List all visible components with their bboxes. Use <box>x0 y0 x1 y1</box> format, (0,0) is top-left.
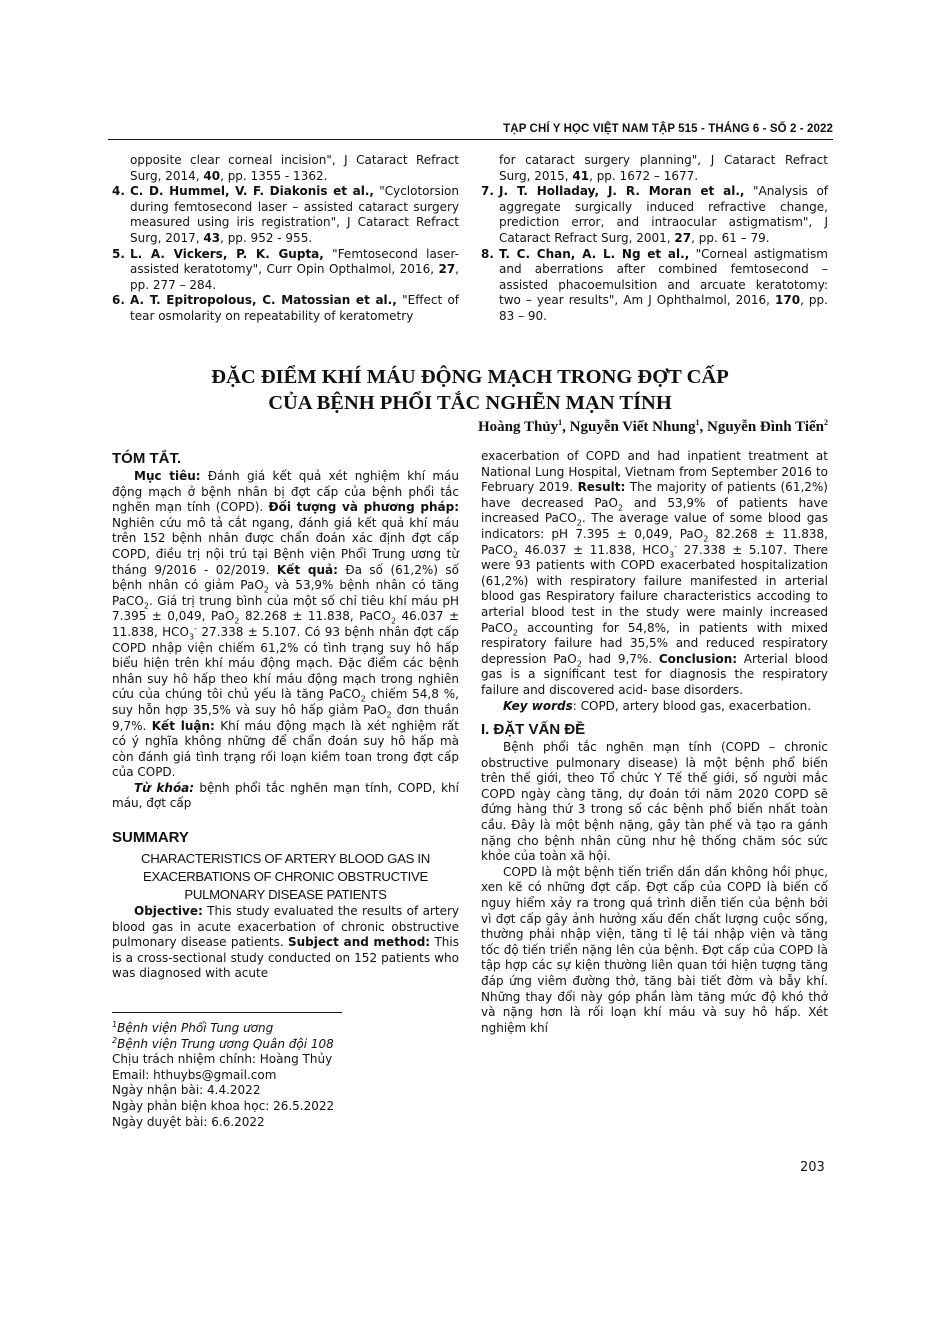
section-1-heading: I. ĐẶT VẤN ĐỀ <box>481 721 586 739</box>
affiliation-1: $^1$Bệnh viện Phổi Tung ương <box>112 1020 274 1035</box>
references-right <box>481 153 828 325</box>
reference-item: 7. J. T. Holladay, J. R. Moran et al., "Analysis of aggregate surgically induced refractive change, prediction error, and intraocular astigmatism", J Cataract Refract Surg, 2001, 27, pp. 61 – 79. <box>481 184 829 245</box>
article-authors: Hoàng Thủy$^1$, Nguyễn Viết Nhung$^1$, Nguyễn Đình Tiến$^2$ <box>477 418 828 435</box>
responsible-author: Chịu trách nhiệm chính: Hoàng Thủy <box>112 1052 333 1067</box>
tu-khoa: Từ khóa: bệnh phổi tắc nghẽn mạn tính, COPD, khí máu, đợt cấp <box>112 780 459 811</box>
running-header: TẠP CHÍ Y HỌC VIỆT NAM TẬP 515 - THÁNG 6 - SỐ 2 - 2022 <box>503 123 833 135</box>
summary-heading: SUMMARY <box>112 829 189 847</box>
reference-item: 8. T. C. Chan, A. L. Ng et al., "Corneal astigmatism and aberrations after combined femtosecond – assisted phacoemulsition and arcuate keratotomy: two – year results", Am J Ophthalmol, 2016, 170, pp. 83 – 90. <box>481 246 828 323</box>
email: Email: hthuybs@gmail.com <box>112 1067 277 1082</box>
date-accepted: Ngày duyệt bài: 6.6.2022 <box>112 1114 265 1129</box>
footnotes <box>112 1021 459 1130</box>
abstract-english-continued <box>481 449 828 1036</box>
reference-item: 5. L. A. Vickers, P. K. Gupta, "Femtosecond laser-assisted keratotomy", Curr Opin Opthalmol, 2016, 27, pp. 277 – 284. <box>112 246 459 292</box>
page-number: 203 <box>800 1160 825 1175</box>
tom-tat-paragraph: Mục tiêu: Đánh giá kết quả xét nghiệm khí máu động mạch ở bệnh nhân bị đợt cấp của bệnh phổi tắc nghẽn mạn tính (COPD). Đối tượng và phương pháp: Nghiên cứu mô tả cắt ngang, đánh giá kết quả khí máu trên 152 bệnh nhân được chẩn đoán xác định đợt cấp COPD, điều trị nội trú tại Bệnh viện Phổi Trung ương từ tháng 9/2016 - 02/2019. Kết quả: Đa số (61,2%) số bệnh nhân có giảm PaO$_2$ và 53,9% bệnh nhân có tăng PaCO$_2$. Giá trị trung bình của một số chỉ tiêu khí máu pH 7.395 ± 0,049, PaO$_2$ 82.268 ± 11.838, PaCO$_2$ 46.037 ± 11.838, $HCO_3^-$ 27.338 ± 5.107. Có 93 bệnh nhân đợt cấp COPD nhập viện chiếm 61,2% có tình trạng suy hô hấp biểu hiện trên khí máu động mạch. Đặc điểm các bệnh nhân suy hô hấp theo khí máu động mạch trong nghiên cứu của chúng tôi chủ yếu là tăng PaCO$_2$ chiếm 54,8 %, suy hỗn hợp 35,5% và suy hô hấp giảm PaO$_2$ đơn thuần 9,7%. Kết luận: Khí máu động mạch là xét nghiệm rất có ý nghĩa không những để chẩn đoán suy hô hấp mà còn đánh giá tình trạng rối loạn kiềm toan trong đợt cấp của COPD. <box>112 469 460 780</box>
tom-tat-heading: TÓM TẮT. <box>112 450 182 467</box>
section-1-paragraph-1: Bệnh phổi tắc nghẽn mạn tính (COPD – chronic obstructive pulmonary disease) là một bệnh phổ biến trên thế giới, theo Tổ chức Y Tế thế giới, số người mắc COPD ngày càng tăng, dự đoán tới năm 2020 COPD sẽ đứng hàng thứ 3 trong số các bệnh phổ biến nhất toàn cầu. Đây là một bệnh nặng, gây tàn phế và tạo ra gánh nặng cho bệnh nhân cũng như hệ thống chăm sóc sức khỏe của toàn xã hội. <box>481 740 828 864</box>
abstract-vietnamese <box>112 449 459 982</box>
affiliation-2: $^2$Bệnh viện Trung ương Quân đội 108 <box>112 1035 334 1051</box>
reference-item: for cataract surgery planning", J Cataract Refract Surg, 2015, 41, pp. 1672 – 1677. <box>499 153 828 183</box>
summary-paragraph: Objective: This study evaluated the results of artery blood gas in acute exacerbation of chronic obstructive pulmonary disease patients. Subject and method: This is a cross-sectional study conducted on 152 patients who was diagnosed with acute <box>112 904 459 981</box>
summary-title: CHARACTERISTICS OF ARTERY BLOOD GAS IN EXACERBATIONS OF CHRONIC OBSTRUCTIVE PULMONARY DISEASE PATIENTS <box>140 851 431 903</box>
header-rule <box>108 139 833 140</box>
date-reviewed: Ngày phản biện khoa học: 26.5.2022 <box>112 1098 335 1113</box>
references-left <box>112 153 459 325</box>
footnote-rule <box>112 1012 342 1013</box>
reference-item: 6. A. T. Epitropolous, C. Matossian et al., "Effect of tear osmolarity on repeatability of keratometry <box>112 293 460 323</box>
reference-item: opposite clear corneal incision", J Cataract Refract Surg, 2014, 40, pp. 1355 - 1362. <box>130 153 459 183</box>
section-1-paragraph-2: COPD là một bệnh tiến triển dần dần không hồi phục, xen kẽ có những đợt cấp. Đợt cấp của COPD là biến cố nguy hiểm xảy ra trong quá trình diễn tiến của bệnh bởi vì đợt cấp gây ảnh hưởng xấu đến chất lượng cuộc sống, thường phải nhập viện, tăng tỉ lệ tái nhập viện và tăng tốc độ tiến triển nặng lên của bệnh. Đợt cấp của COPD là tập hợp các sự kiện thường liên quan tới hiện tượng tăng đáp ứng viêm đường thở, tăng bài tiết đờm và bẫy khí. Những thay đổi này góp phần làm tăng mức độ khó thở và nặng hơn là rối loạn khí máu và suy hô hấp. Xét nghiệm khí <box>481 864 828 1035</box>
article-title: ĐẶC ĐIỂM KHÍ MÁU ĐỘNG MẠCH TRONG ĐỢT CẤP CỦA BỆNH PHỔI TẮC NGHẼN MẠN TÍNH <box>211 366 729 414</box>
reference-item: 4. C. D. Hummel, V. F. Diakonis et al., "Cyclotorsion during femtosecond laser – assisted cataract surgery measured using iris registration", J Cataract Refract Surg, 2017, 43, pp. 952 - 955. <box>112 184 459 245</box>
key-words: Key words: COPD, artery blood gas, exacerbation. <box>503 698 812 713</box>
summary-continued: exacerbation of COPD and had inpatient treatment at National Lung Hospital, Vietnam from September 2016 to February 2019. Result: The majority of patients (61,2%) have decreased PaO$_2$ and 53,9% of patients have increased PaCO$_2$. The average value of some blood gas indicators: pH 7.395 ± 0,049, PaO$_2$ 82.268 ± 11.838, PaCO$_2$ 46.037 ± 11.838, $HCO_3^-$ 27.338 ± 5.107. There were 93 patients with COPD exacerbated hospitalization (61,2%) with respiratory failure manifested in arterial blood gas Respiratory failure characteristics accoding to arterial blood test in the study were mainly increased PaCO$_2$ accounting for 54,8%, in patients with mixed respiratory failure had 35,5% and reduced respiratory depression PaO$_2$ had 9,7%. Conclusion: Arterial blood gas is a significant test for diagnosis the respiratory failure and discovered acid- base disorders. <box>481 449 829 697</box>
date-received: Ngày nhận bài: 4.4.2022 <box>112 1083 261 1098</box>
